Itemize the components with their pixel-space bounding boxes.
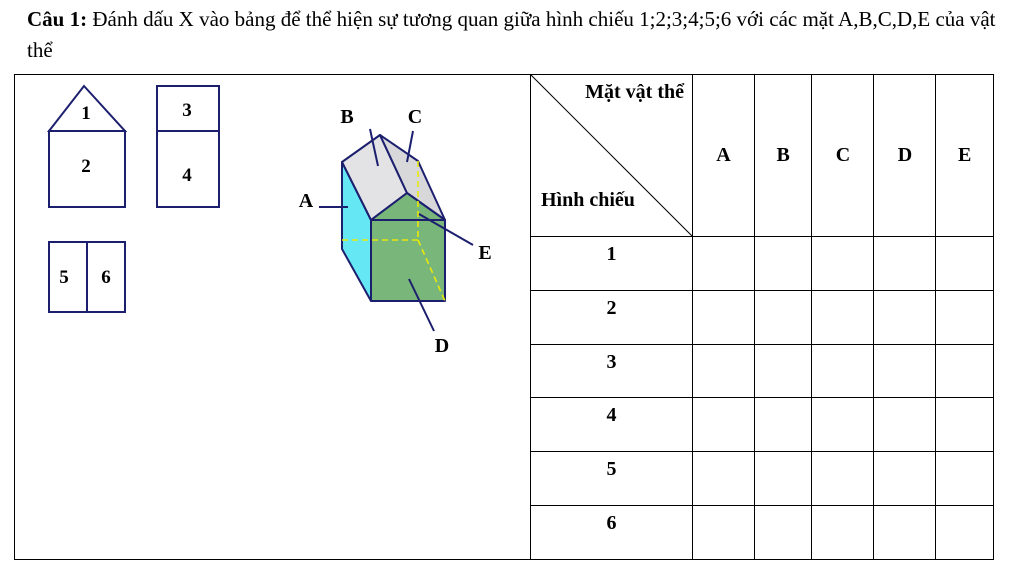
column-header-e: E [936,75,994,237]
answer-cell[interactable] [936,344,994,398]
projection-label-3: 3 [182,100,192,121]
diagonal-header-cell [531,75,693,237]
object-3d [342,135,445,301]
answer-cell[interactable] [812,506,874,560]
answer-cell[interactable] [812,237,874,291]
row-header-3: 3 [531,344,693,398]
question-label: Câu 1: [27,7,88,31]
table-row [531,452,994,506]
answer-cell[interactable] [812,344,874,398]
answer-cell[interactable] [754,506,812,560]
answer-cell[interactable] [812,290,874,344]
answer-cell[interactable] [874,344,936,398]
table-row [531,290,994,344]
answer-cell[interactable] [693,290,755,344]
face-d [371,220,445,301]
header-faces-label: Mặt vật thể [585,81,684,103]
projection-label-4: 4 [182,165,192,186]
figure-area [14,74,530,560]
answer-cell[interactable] [936,452,994,506]
answer-cell[interactable] [936,290,994,344]
answer-cell[interactable] [812,398,874,452]
answer-cell[interactable] [693,398,755,452]
answer-cell[interactable] [936,398,994,452]
answer-cell[interactable] [874,398,936,452]
table-row [531,237,994,291]
answer-cell[interactable] [693,452,755,506]
header-projection-label: Hình chiếu [541,189,635,211]
answer-cell[interactable] [754,237,812,291]
answer-cell[interactable] [754,452,812,506]
table-row [531,344,994,398]
column-header-d: D [874,75,936,237]
projection-label-1: 1 [81,103,91,124]
answer-cell[interactable] [936,237,994,291]
answer-cell[interactable] [812,452,874,506]
question-text [27,4,1007,66]
answer-cell[interactable] [693,344,755,398]
face-label-b: B [340,106,354,128]
answer-cell[interactable] [874,452,936,506]
row-header-2: 2 [531,290,693,344]
column-header-a: A [693,75,755,237]
answer-cell[interactable] [754,398,812,452]
column-header-c: C [812,75,874,237]
face-label-a: A [298,190,314,212]
answer-cell[interactable] [754,290,812,344]
answer-cell[interactable] [693,237,755,291]
row-header-4: 4 [531,398,693,452]
question-body: Đánh dấu X vào bảng để thể hiện sự tương quan giữa hình chiếu 1;2;3;4;5;6 với các mặt A,B,C,D,E của vật thể [27,7,996,62]
row-header-5: 5 [531,452,693,506]
projection-label-5: 5 [59,267,69,288]
face-label-c: C [407,106,423,128]
table-row [531,398,994,452]
answer-cell[interactable] [936,506,994,560]
answer-cell[interactable] [754,344,812,398]
correspondence-table [530,74,994,560]
table-row [531,506,994,560]
projection-label-2: 2 [81,156,91,177]
face-label-e: E [478,242,492,264]
face-label-d: D [434,335,450,357]
answer-cell[interactable] [693,506,755,560]
column-header-b: B [754,75,812,237]
row-header-1: 1 [531,237,693,291]
table-header-row [531,75,994,237]
projection-label-6: 6 [101,267,111,288]
answer-cell[interactable] [874,506,936,560]
row-header-6: 6 [531,506,693,560]
answer-cell[interactable] [874,237,936,291]
answer-cell[interactable] [874,290,936,344]
